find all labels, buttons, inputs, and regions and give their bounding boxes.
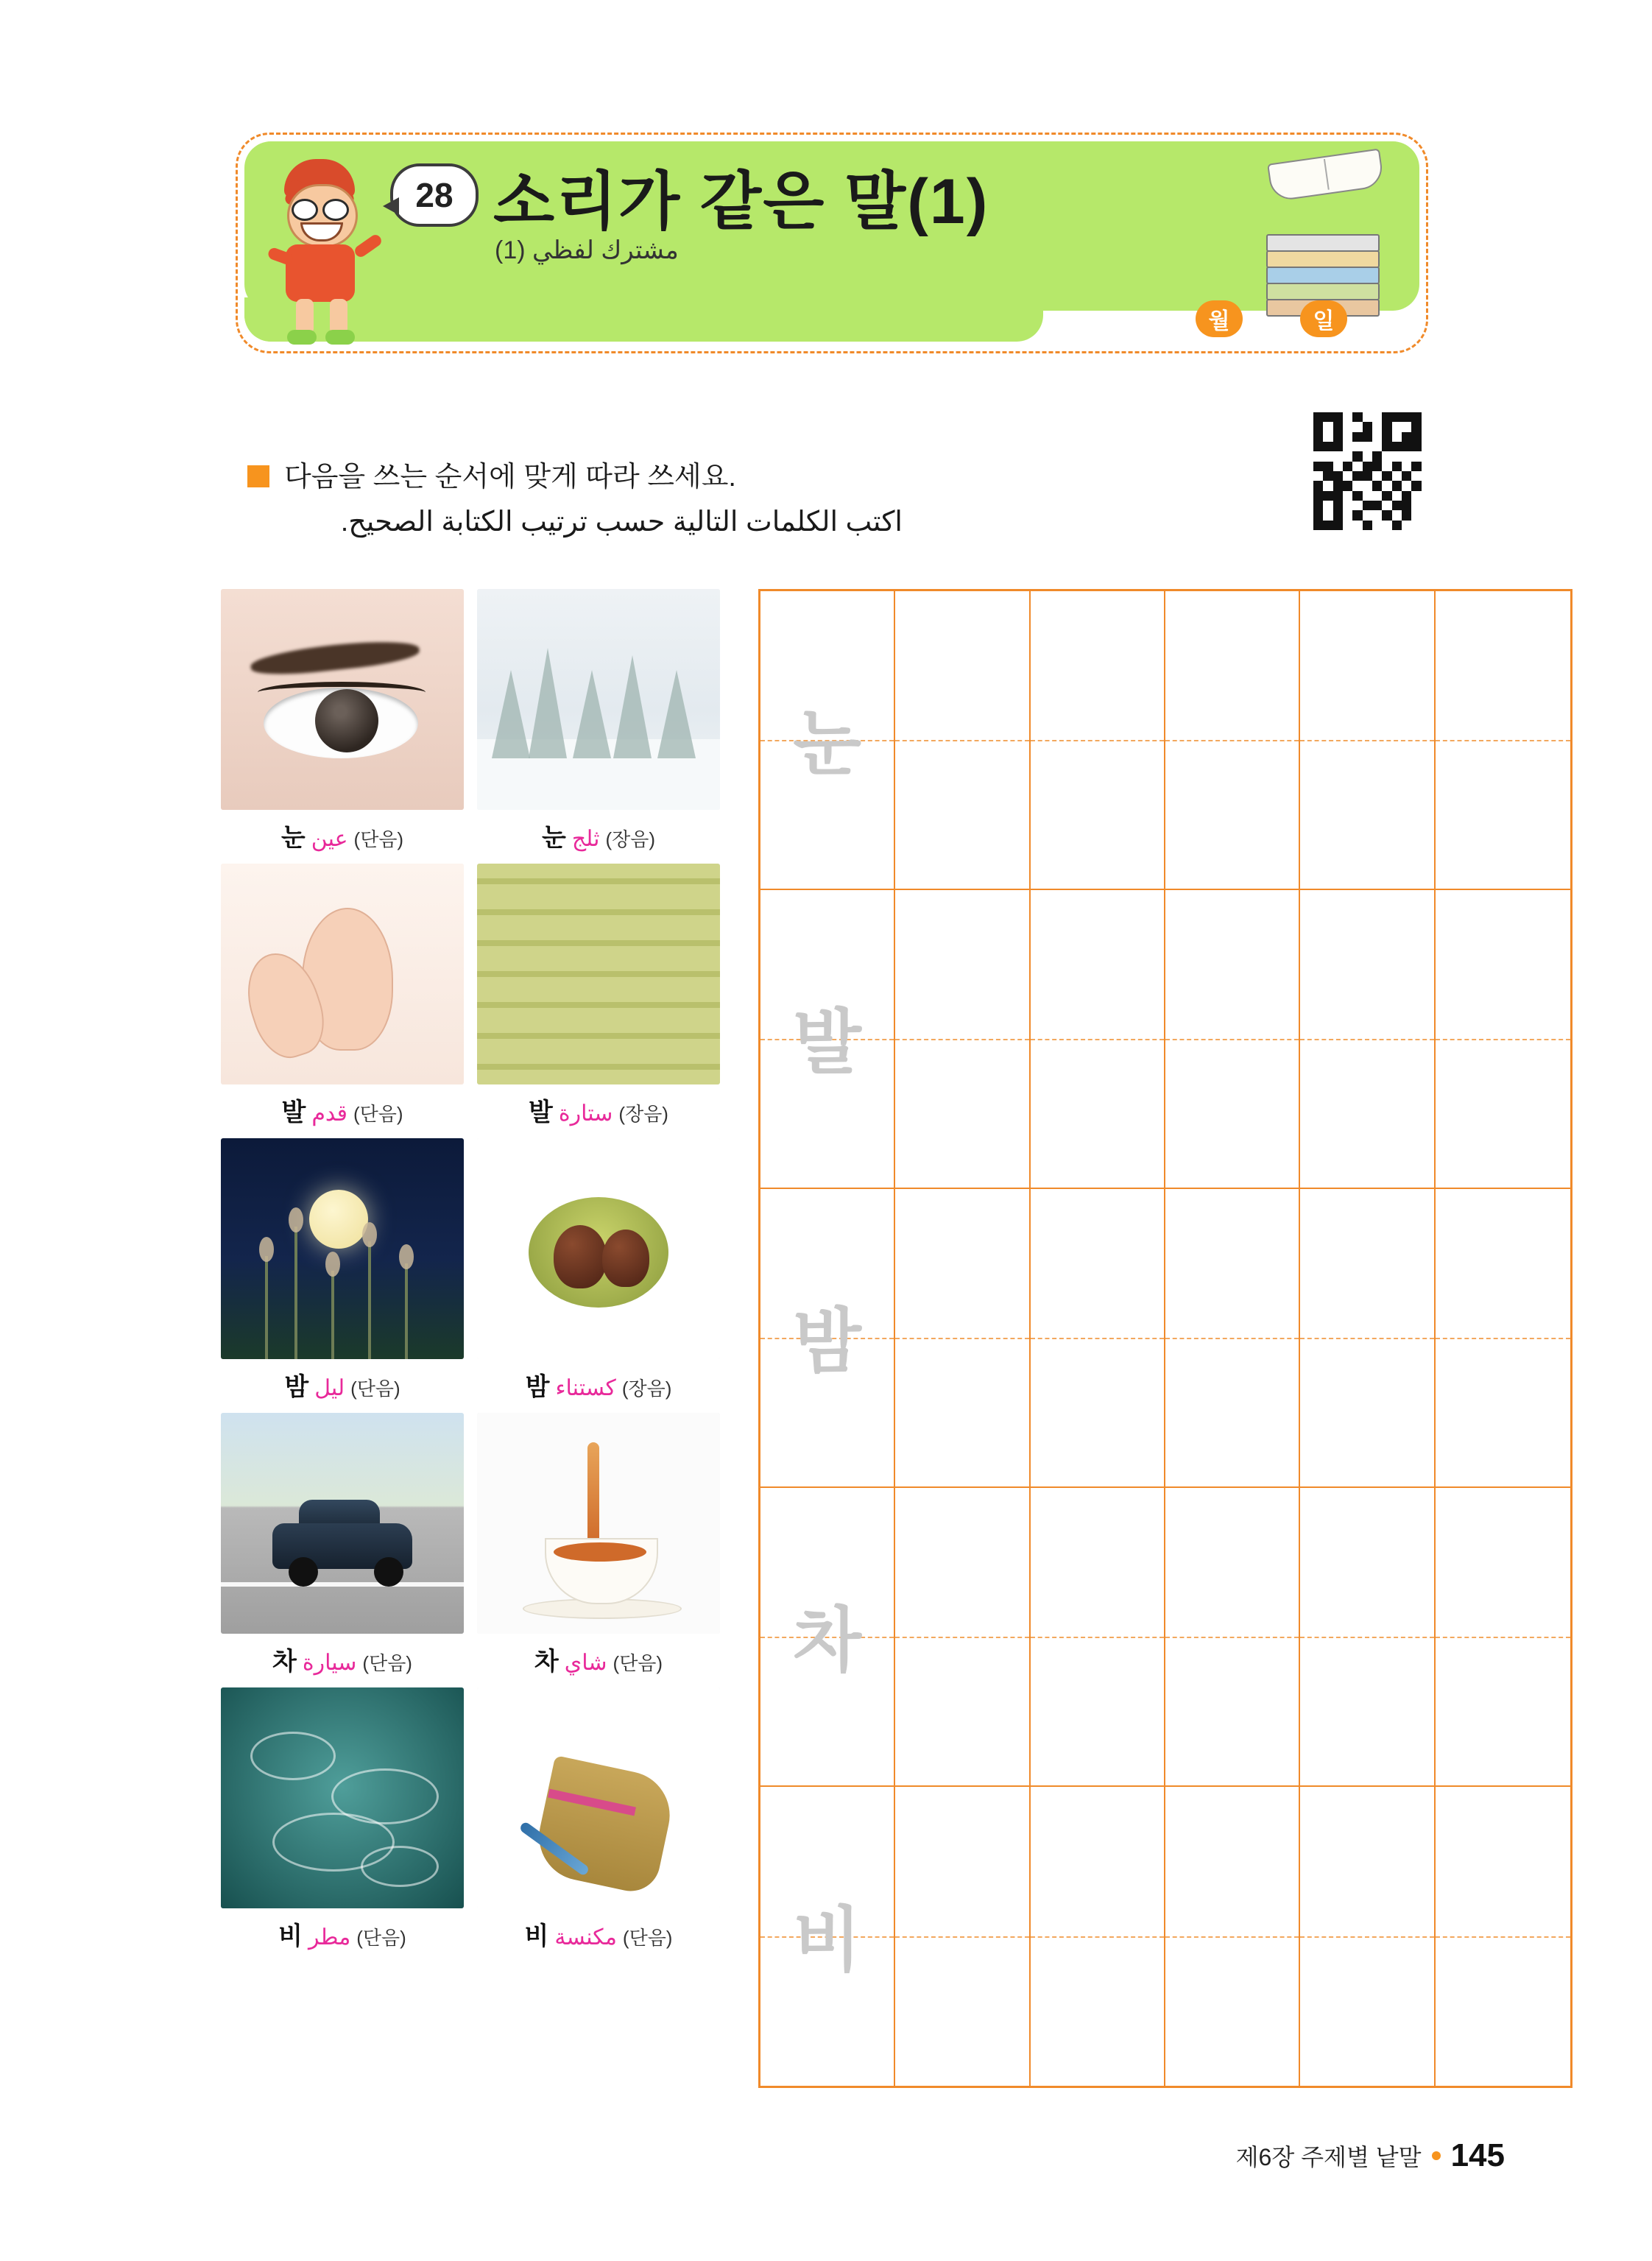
word-length: (장음) xyxy=(605,828,656,850)
ghost-letter: 차 xyxy=(793,1601,862,1680)
tea-photo xyxy=(477,1413,720,1634)
word-length: (단음) xyxy=(356,1927,406,1949)
vocabulary-caption xyxy=(477,817,720,853)
word-arabic: ستارة xyxy=(558,1101,613,1126)
page-title: 소리가 같은 말(1) xyxy=(493,166,989,237)
writing-cell[interactable] xyxy=(1300,1488,1435,1787)
writing-cell[interactable] xyxy=(1165,1787,1300,2086)
lesson-number-badge: 28 xyxy=(390,163,479,227)
instruction-bullet-icon xyxy=(247,465,269,487)
vocabulary-row xyxy=(221,1687,736,1952)
writing-cell[interactable] xyxy=(1165,1488,1300,1787)
month-badge: 월 xyxy=(1196,300,1243,337)
word-arabic: عين xyxy=(311,827,348,851)
vocabulary-item xyxy=(221,1413,464,1677)
word-arabic: سيارة xyxy=(302,1651,357,1675)
word-korean: 밤 xyxy=(284,1373,309,1401)
writing-cell[interactable] xyxy=(895,591,1030,890)
instruction-korean: 다음을 쓰는 순서에 맞게 따라 쓰세요. xyxy=(284,462,736,493)
footer-dot-icon xyxy=(1432,2151,1441,2160)
word-length: (단음) xyxy=(622,1927,673,1949)
vocabulary-caption xyxy=(221,1916,464,1952)
vocabulary-caption xyxy=(477,1641,720,1677)
vocabulary-item xyxy=(221,1138,464,1403)
word-korean: 차 xyxy=(534,1648,559,1676)
word-length: (장음) xyxy=(621,1378,672,1400)
writing-cell[interactable] xyxy=(1300,890,1435,1189)
word-korean: 비 xyxy=(278,1922,303,1950)
vocabulary-caption xyxy=(221,1366,464,1403)
writing-cell-guide[interactable] xyxy=(760,591,895,890)
writing-cell[interactable] xyxy=(895,1189,1030,1488)
word-korean: 차 xyxy=(272,1648,297,1676)
word-arabic: ثلج xyxy=(571,827,600,851)
writing-cell[interactable] xyxy=(1300,591,1435,890)
vocabulary-item xyxy=(221,589,464,853)
word-arabic: شاي xyxy=(564,1651,607,1675)
page-footer xyxy=(1236,2137,1505,2174)
night-moon-photo xyxy=(221,1138,464,1359)
straw-curtain-photo xyxy=(477,864,720,1084)
vocabulary-caption xyxy=(221,1641,464,1677)
writing-cell-guide[interactable] xyxy=(760,1488,895,1787)
vocabulary-item xyxy=(477,1687,720,1952)
instruction-arabic: اكتب الكلمات التالية حسب ترتيب الكتابة الصحيح. xyxy=(340,507,903,537)
vocabulary-caption xyxy=(477,1916,720,1952)
writing-practice-grid[interactable] xyxy=(758,589,1572,2088)
word-korean: 밤 xyxy=(525,1373,550,1401)
word-arabic: كستناء xyxy=(555,1376,616,1400)
footer-chapter-label: 제6장 주제별 낱말 xyxy=(1235,2144,1422,2170)
date-badges xyxy=(1196,300,1347,337)
vocabulary-image-grid xyxy=(221,589,736,1962)
writing-cell[interactable] xyxy=(1436,1787,1570,2086)
writing-cell[interactable] xyxy=(895,890,1030,1189)
vocabulary-row xyxy=(221,1138,736,1403)
writing-cell[interactable] xyxy=(1031,1488,1165,1787)
word-length: (단음) xyxy=(353,828,404,850)
writing-cell[interactable] xyxy=(1031,591,1165,890)
writing-cell[interactable] xyxy=(1436,890,1570,1189)
broom-photo xyxy=(477,1687,720,1908)
lesson-header-banner xyxy=(236,133,1428,353)
word-korean: 발 xyxy=(281,1098,306,1126)
writing-cell[interactable] xyxy=(895,1787,1030,2086)
writing-cell-guide[interactable] xyxy=(760,1787,895,2086)
word-arabic: مكنسة xyxy=(554,1925,617,1950)
writing-cell-guide[interactable] xyxy=(760,1189,895,1488)
vocabulary-item xyxy=(477,1138,720,1403)
writing-cell[interactable] xyxy=(1165,591,1300,890)
vocabulary-caption xyxy=(477,1092,720,1128)
word-length: (장음) xyxy=(618,1103,668,1125)
rain-water-photo xyxy=(221,1687,464,1908)
writing-cell[interactable] xyxy=(895,1488,1030,1787)
word-arabic: قدم xyxy=(311,1101,347,1126)
feet-photo xyxy=(221,864,464,1084)
chestnut-photo xyxy=(477,1138,720,1359)
ghost-letter: 밤 xyxy=(793,1302,862,1381)
vocabulary-item xyxy=(221,1687,464,1952)
vocabulary-item xyxy=(477,1413,720,1677)
word-arabic: ليل xyxy=(314,1376,345,1400)
vocabulary-item xyxy=(477,589,720,853)
writing-cell-guide[interactable] xyxy=(760,890,895,1189)
vocabulary-row xyxy=(221,589,736,853)
stack-of-books-icon xyxy=(1256,152,1396,314)
word-korean: 눈 xyxy=(541,824,566,852)
word-length: (단음) xyxy=(350,1378,400,1400)
vocabulary-caption xyxy=(221,1092,464,1128)
writing-cell[interactable] xyxy=(1165,890,1300,1189)
eye-photo xyxy=(221,589,464,810)
vocabulary-caption xyxy=(477,1366,720,1403)
car-photo xyxy=(221,1413,464,1634)
vocabulary-item xyxy=(221,864,464,1128)
ghost-letter: 발 xyxy=(793,1003,862,1082)
writing-cell[interactable] xyxy=(1031,1189,1165,1488)
word-korean: 눈 xyxy=(280,824,306,852)
ghost-letter: 비 xyxy=(793,1900,862,1980)
day-badge: 일 xyxy=(1300,300,1347,337)
ghost-letter: 눈 xyxy=(793,704,862,783)
qr-code-icon[interactable] xyxy=(1313,412,1431,530)
word-length: (단음) xyxy=(613,1652,663,1674)
writing-cell[interactable] xyxy=(1300,1189,1435,1488)
writing-cell[interactable] xyxy=(1031,890,1165,1189)
word-korean: 발 xyxy=(529,1098,553,1126)
writing-cell[interactable] xyxy=(1436,591,1570,890)
snow-forest-photo xyxy=(477,589,720,810)
word-arabic: مطر xyxy=(308,1925,351,1950)
word-korean: 비 xyxy=(524,1922,549,1950)
page-number: 145 xyxy=(1450,2137,1505,2173)
writing-cell[interactable] xyxy=(1031,1787,1165,2086)
page-title-arabic: مشترك لفظي (1) xyxy=(495,236,679,264)
writing-cell[interactable] xyxy=(1300,1787,1435,2086)
vocabulary-row xyxy=(221,864,736,1128)
writing-cell[interactable] xyxy=(1436,1488,1570,1787)
vocabulary-caption xyxy=(221,817,464,853)
vocabulary-row xyxy=(221,1413,736,1677)
word-length: (단음) xyxy=(362,1652,412,1674)
vocabulary-item xyxy=(477,864,720,1128)
word-length: (단음) xyxy=(353,1103,403,1125)
writing-cell[interactable] xyxy=(1165,1189,1300,1488)
boy-character-icon xyxy=(265,159,383,343)
writing-cell[interactable] xyxy=(1436,1189,1570,1488)
